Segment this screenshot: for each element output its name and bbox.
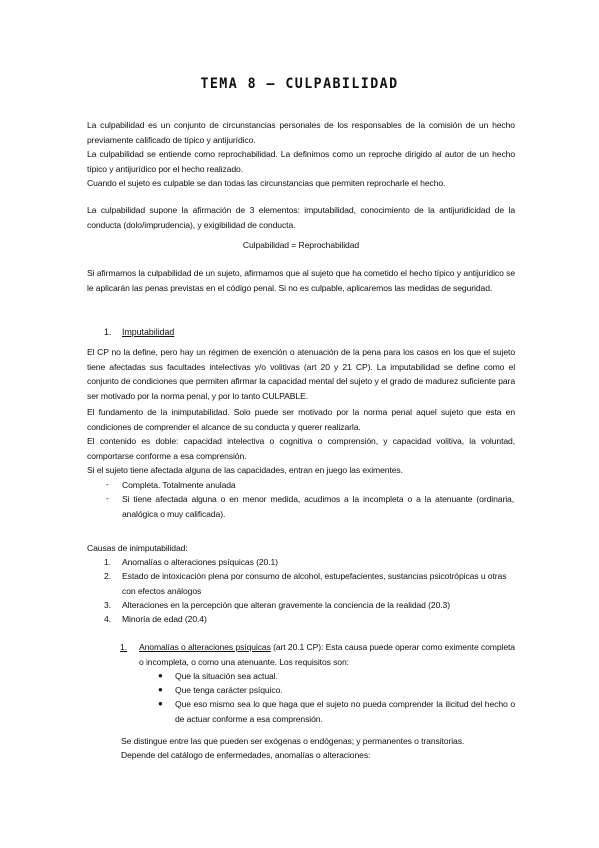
fundamento-paragraph-3: Si el sujeto tiene afectada alguna de las capacidades, entran en juego las eximentes. [87, 465, 403, 475]
fundamento-paragraph-2: El contenido es doble: capacidad intelectiva o cognitiva o comprensión, y capacidad volitiva, la voluntad, comportarse conforme a esa comprensión. [87, 436, 515, 461]
intro-paragraph-2: La culpabilidad se entiende como reprochabilidad. La definimos como un reproche dirigido al autor de un hecho típico y antijurídico por el hecho realizado. [87, 149, 515, 174]
formula-line: Culpabilidad = Reprochabilidad [242, 240, 360, 250]
elements-paragraph: La culpabilidad supone la afirmación de 3 elementos: imputabilidad, conocimiento de la antijuridicidad de la conducta (dolo/imprudencia), y exigibilidad de conducta. [87, 205, 515, 230]
consequence-paragraph: Si afirmamos la culpabilidad de un sujeto, afirmamos que al sujeto que ha cometido el hecho típico y antijurídico se le aplicarán las penas previstas en el código penal. Si no es culpable, aplicaremos las medidas de seguridad. [87, 268, 515, 293]
cause-number: 1. [104, 557, 112, 567]
requirement-3: Que eso mismo sea lo que haga que el sujeto no pueda comprender la ilicitud del hecho o de actuar conforme a esa comprensión. [175, 699, 515, 724]
sub-1-number: 1. [120, 642, 128, 652]
section-1-number: 1. [104, 327, 112, 337]
sub-1-paragraph [139, 640, 515, 669]
closing-line-1: Se distingue entre las que pueden ser exógenas o endógenas; y permanentes o transitorias. [121, 736, 465, 746]
sub-1-title: Anomalías o alteraciones psíquicas [139, 642, 271, 652]
fundamento-paragraph-1: El fundamento de la inimputabilidad. Solo puede ser motivado por la norma penal aquel sujeto que esta en condiciones de comprender el alcance de su conducta y querer realizarla. [87, 407, 515, 432]
closing-line-2: Depende del catálogo de enfermedades, anomalías o alteraciones: [121, 750, 371, 760]
dash-item-2: Si tiene afectada alguna o en menor medida, acudimos a la incompleta o a la atenuante (ordinaria, analógica o muy calificada). [122, 494, 514, 519]
cause-item-1: Anomalías o alteraciones psíquicas (20.1) [122, 557, 278, 567]
cause-item-3: Alteraciones en la percepción que alteran gravemente la conciencia de la realidad (20.3) [122, 600, 450, 610]
dash-item-1: Completa. Totalmente anulada [122, 480, 236, 490]
bullet-marker: ● [158, 699, 163, 708]
dash-marker: - [106, 480, 109, 489]
dash-marker: - [106, 494, 109, 503]
requirement-1: Que la situación sea actual. [175, 671, 278, 681]
requirement-2: Que tenga carácter psíquico. [175, 685, 283, 695]
bullet-marker: ● [158, 671, 163, 680]
cause-number: 4. [104, 614, 112, 624]
cause-number: 3. [104, 600, 112, 610]
cp-paragraph: El CP no la define, pero hay un régimen de exención o atenuación de la pena para los casos en los que el sujeto tiene afectadas sus facultades intelectivas y/o volitivas (art 20 y 21 CP). La imputabilidad se define como el conjunto de condiciones que permiten afirmar la capacidad mental del sujeto y el grado de madurez suficiente para ser motivado por la norma penal, y por lo tanto CULPABLE. [87, 347, 515, 401]
cause-item-2: Estado de intoxicación plena por consumo de alcohol, estupefacientes, sustancias psicotrópicas u otras con efectos análogos [122, 571, 507, 596]
document-title: TEMA 8 – CULPABILIDAD [200, 76, 399, 92]
sub-1-text: (art 20.1 CP): Esta causa puede operar como eximente completa o incompleta, o como una atenuante. Los requisitos son: [139, 642, 515, 667]
causes-heading: Causas de inimputabilidad: [87, 543, 188, 553]
cause-item-4: Minoría de edad (20.4) [122, 614, 207, 624]
section-1-title: Imputabilidad [122, 327, 175, 337]
intro-paragraph-1: La culpabilidad es un conjunto de circunstancias personales de los responsables de la comisión de un hecho previamente calificado de típico y antijurídico. [87, 120, 515, 145]
cause-number: 2. [104, 571, 112, 581]
intro-paragraph-3: Cuando el sujeto es culpable se dan todas las circunstancias que permiten reprocharle el hecho. [87, 178, 446, 188]
bullet-marker: ● [158, 685, 163, 694]
